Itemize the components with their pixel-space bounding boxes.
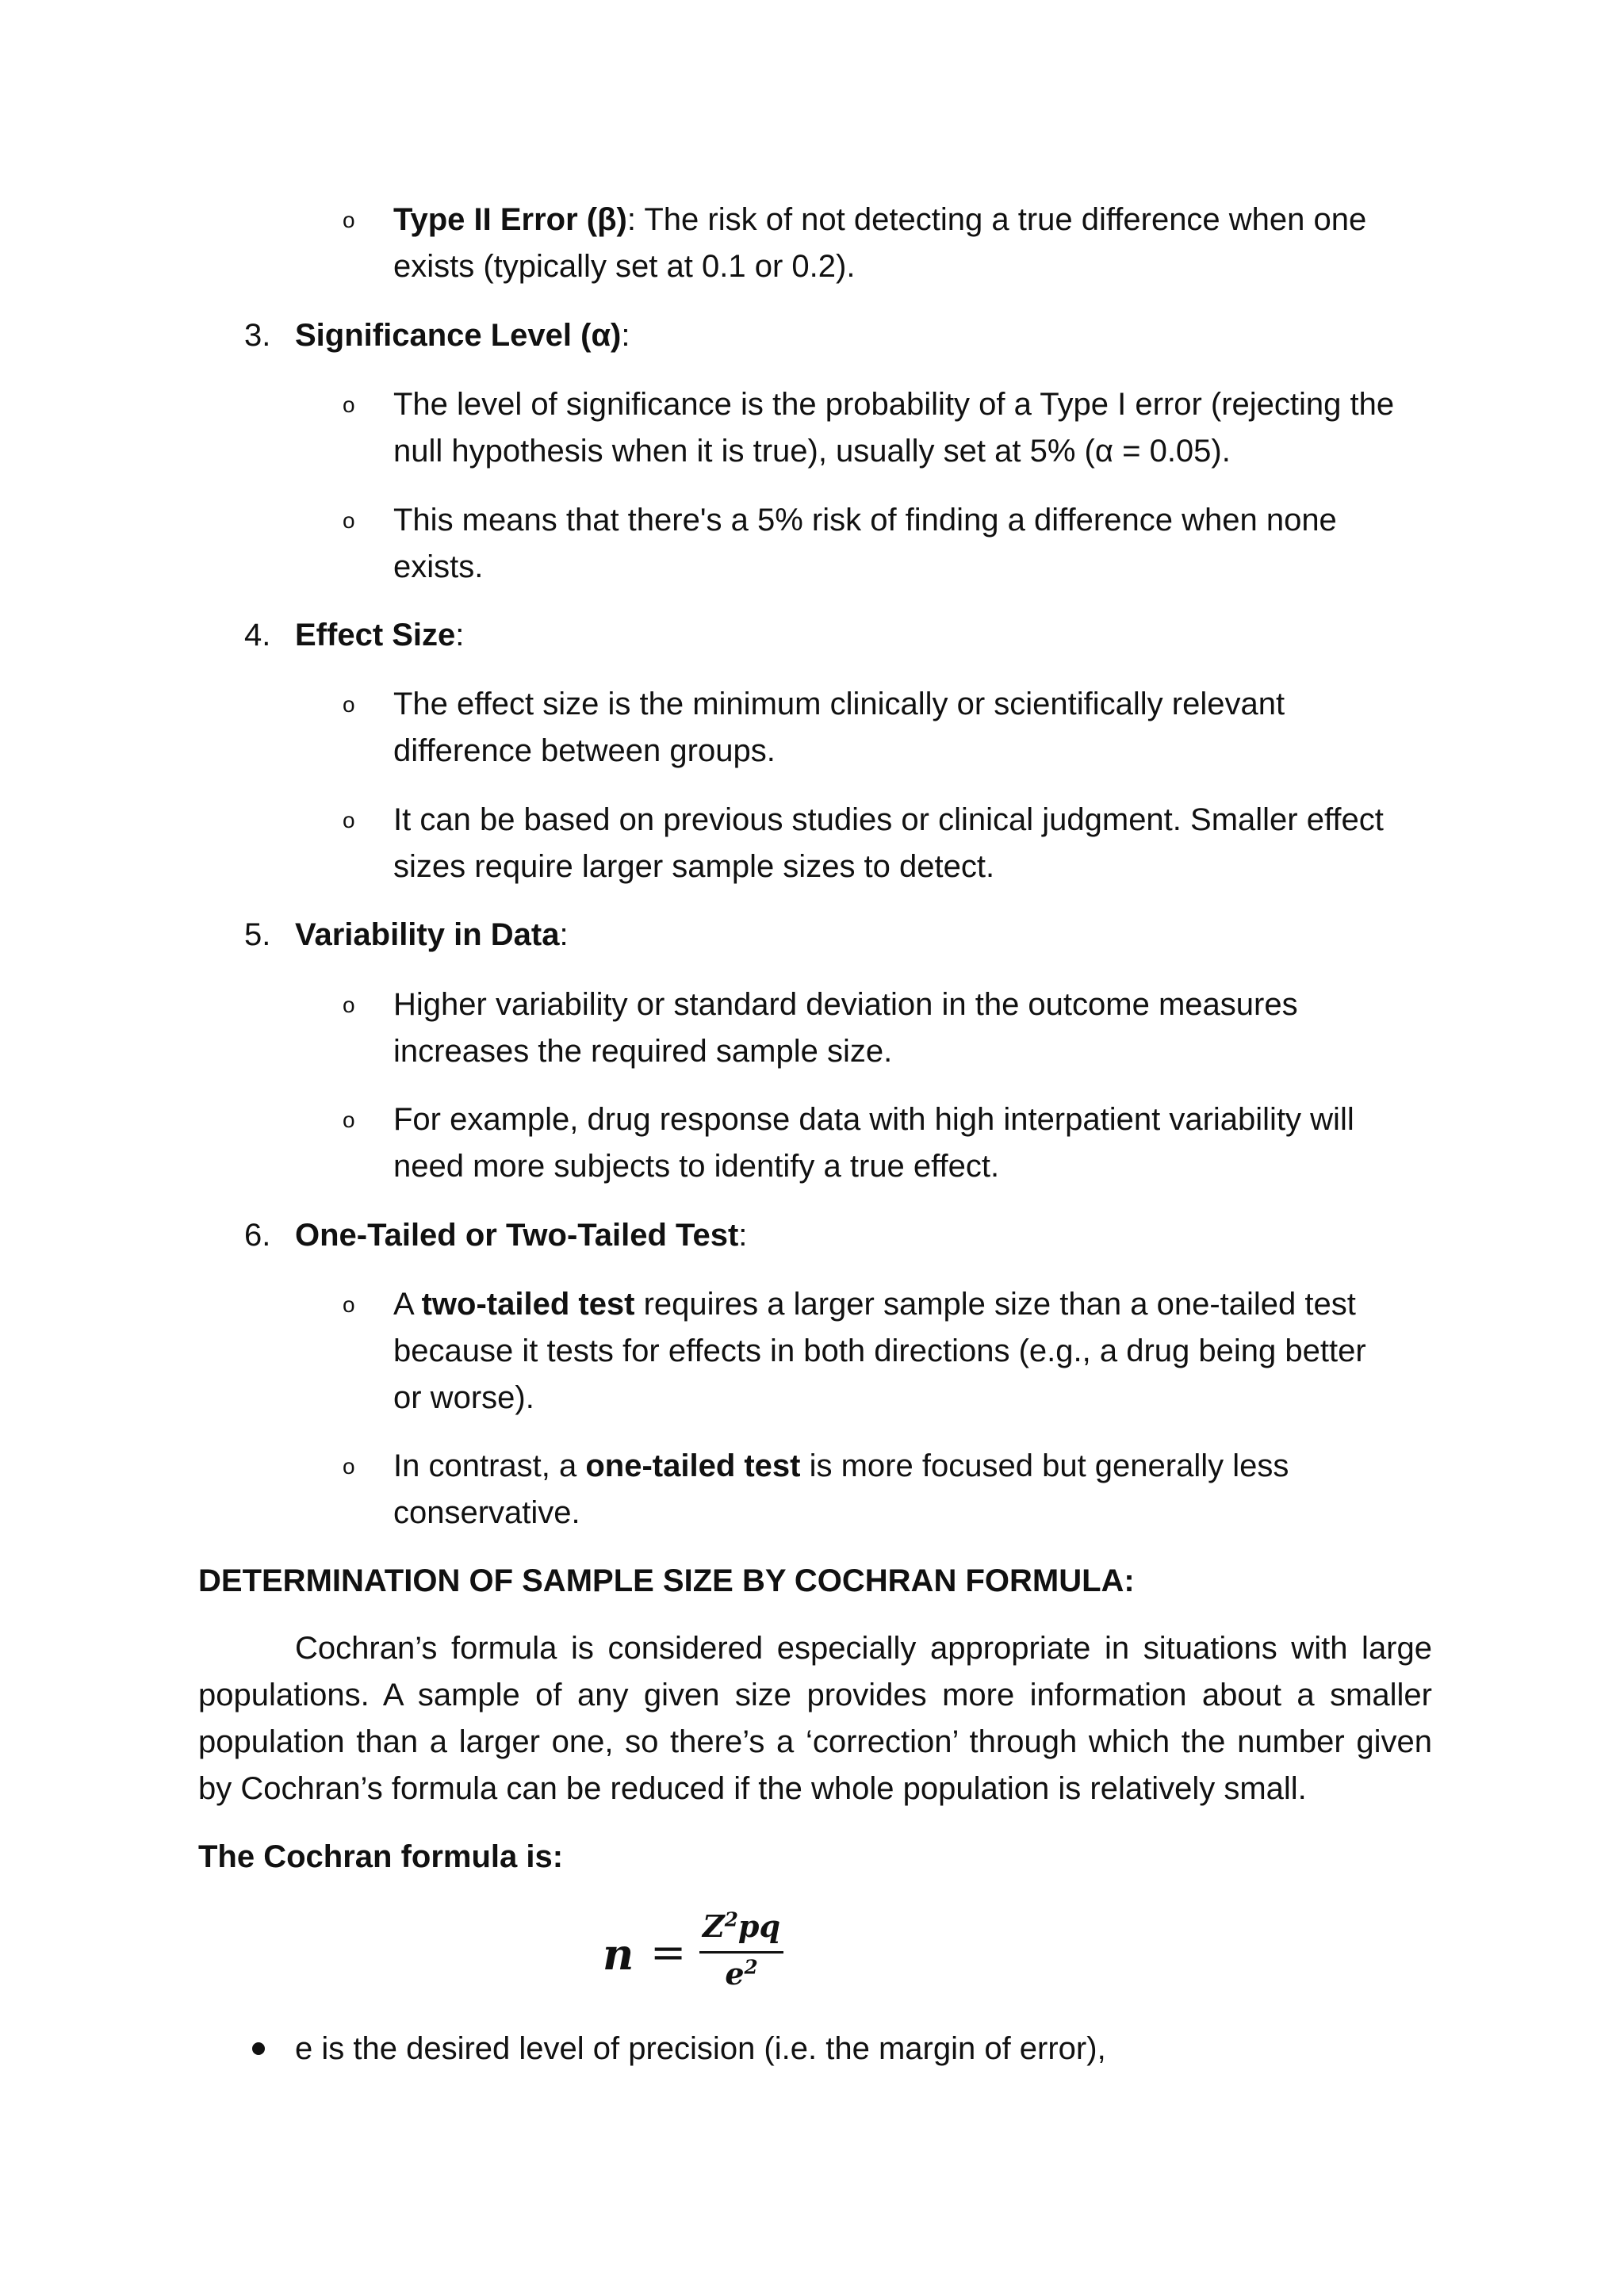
item6-number: 6. [244, 1218, 271, 1253]
hollow-bullet: o [343, 993, 355, 1017]
hollow-bullet: o [343, 392, 355, 417]
item6-colon: : [738, 1218, 748, 1253]
item5-bullet2-line2: need more subjects to identify a true effect. [393, 1149, 1000, 1184]
formula-numerator [698, 1907, 785, 1946]
solid-bullet [252, 2042, 265, 2055]
item3-bullet2-line1: This means that there's a 5% risk of finding a difference when none [393, 503, 1337, 538]
formula-denominator [698, 1954, 785, 1994]
formula-equals: = [650, 1927, 687, 1977]
type2-line-1 [393, 197, 1366, 243]
item6-bullet2-line2: conservative. [393, 1495, 580, 1530]
item6-title: One-Tailed or Two-Tailed Test [295, 1218, 739, 1253]
type2-rest: : The risk of not detecting a true difference when one [626, 202, 1367, 237]
fraction-bar [699, 1951, 783, 1954]
item4-number: 4. [244, 618, 271, 652]
item3-colon: : [621, 318, 630, 353]
item4-heading [295, 612, 464, 659]
paragraph-line-1: Cochran’s formula is considered especially appropriate in situations with large [295, 1631, 1432, 1666]
item4-bullet1-line2: difference between groups. [393, 733, 776, 768]
paragraph-line-2: populations. A sample of any given size provides more information about a smaller [198, 1678, 1432, 1712]
item3-number: 3. [244, 318, 271, 353]
item5-colon: : [559, 917, 569, 952]
item3-heading [295, 312, 630, 359]
hollow-bullet: o [343, 692, 355, 717]
item3-bullet1-line2: null hypothesis when it is true), usually set at 5% (α = 0.05). [393, 434, 1231, 469]
denominator-exponent: 2 [744, 1955, 758, 1979]
item6-heading [295, 1212, 747, 1259]
numerator-base: Z [702, 1908, 725, 1944]
type2-term: Type II Error (β) [393, 202, 627, 237]
hollow-bullet: o [343, 1108, 355, 1132]
formula-heading: The Cochran formula is: [198, 1839, 564, 1874]
item6-b2-pre: In contrast, a [393, 1448, 586, 1483]
item4-bullet1-line1: The effect size is the minimum clinically or scientifically relevant [393, 687, 1285, 721]
hollow-bullet: o [343, 1454, 355, 1479]
hollow-bullet: o [343, 208, 355, 232]
item4-bullet2-line1: It can be based on previous studies or clinical judgment. Smaller effect [393, 802, 1384, 837]
hollow-bullet: o [343, 1292, 355, 1317]
item6-bullet2-line1 [393, 1443, 1289, 1490]
paragraph-line-4: by Cochran’s formula can be reduced if the whole population is relatively small. [198, 1771, 1307, 1806]
item6-b1-post: requires a larger sample size than a one-tailed test [634, 1287, 1356, 1322]
section-heading: DETERMINATION OF SAMPLE SIZE BY COCHRAN FORMULA: [198, 1563, 1135, 1598]
numerator-exponent: 2 [724, 1908, 738, 1931]
item6-b1-pre: A [393, 1287, 422, 1322]
item3-title: Significance Level (α) [295, 318, 622, 353]
item6-bullet1-line1 [393, 1281, 1356, 1328]
item5-number: 5. [244, 917, 271, 952]
item5-title: Variability in Data [295, 917, 560, 952]
item6-b2-post: is more focused but generally less [800, 1448, 1289, 1483]
type2-line-2: exists (typically set at 0.1 or 0.2). [393, 249, 856, 284]
formula-lhs: n [603, 1929, 634, 1980]
denominator-base: e [725, 1956, 745, 1992]
hollow-bullet: o [343, 508, 355, 533]
hollow-bullet: o [343, 808, 355, 832]
last-bullet-text: e is the desired level of precision (i.e. the margin of error), [295, 2031, 1106, 2066]
item6-bullet1-line3: or worse). [393, 1380, 534, 1415]
item6-bullet1-line2: because it tests for effects in both directions (e.g., a drug being better [393, 1334, 1366, 1368]
two-tailed-term: two-tailed test [421, 1287, 635, 1322]
item3-bullet2-line2: exists. [393, 549, 484, 584]
item5-heading [295, 912, 569, 959]
item4-colon: : [455, 618, 465, 652]
item5-bullet2-line1: For example, drug response data with high interpatient variability will [393, 1102, 1354, 1137]
item3-bullet1-line1: The level of significance is the probability of a Type I error (rejecting the [393, 387, 1395, 422]
one-tailed-term: one-tailed test [585, 1448, 801, 1483]
item4-title: Effect Size [295, 618, 456, 652]
item4-bullet2-line2: sizes require larger sample sizes to detect. [393, 849, 995, 884]
item5-bullet1-line1: Higher variability or standard deviation in the outcome measures [393, 987, 1298, 1022]
numerator-rest: pq [737, 1908, 781, 1944]
item5-bullet1-line2: increases the required sample size. [393, 1034, 893, 1069]
paragraph-line-3: population than a larger one, so there’s a ‘correction’ through which the number given [198, 1724, 1432, 1759]
